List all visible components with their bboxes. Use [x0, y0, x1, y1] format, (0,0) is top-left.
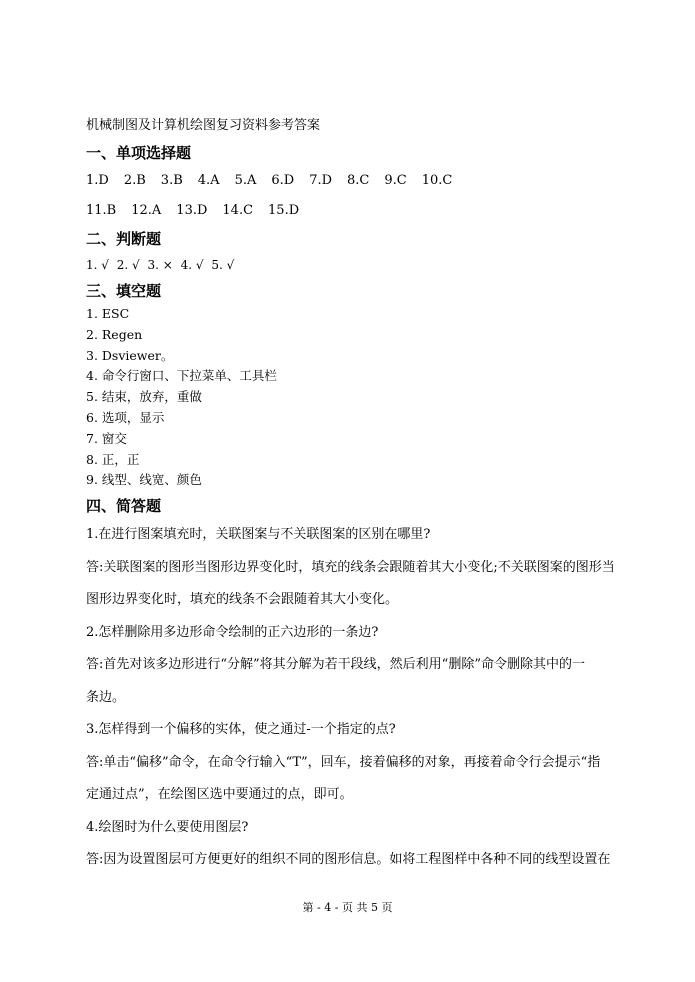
tf-item: 4. √ [180, 258, 204, 272]
answer-item: 8.C [347, 173, 370, 188]
list-item: 1. ESC [86, 306, 130, 321]
section-title-fill-blank: 三、填空题 [86, 282, 162, 300]
page-footer: 第 - 4 - 页 共 5 页 [302, 901, 393, 914]
list-item: 9. 线型、线宽、颜色 [86, 472, 202, 488]
answer-line: 答:因为设置图层可方便更好的组织不同的图形信息。如将工程图样中各种不同的线型设置在 [86, 852, 611, 868]
fill-blank-list [86, 304, 666, 491]
tf-item: 2. √ [116, 258, 140, 272]
answer-line: 答:首先对该多边形进行“分解”将其分解为若干段线，然后利用“删除”命令删除其中的一 [86, 657, 585, 673]
answer-line: 条边。 [86, 689, 126, 705]
tf-item: 5. √ [211, 258, 235, 272]
question-line: 1.在进行图案填充时，关联图案与不关联图案的区别在哪里? [86, 527, 431, 543]
answer-item: 3.B [160, 173, 183, 188]
answer-line: 答:关联图案的图形当图形边界变化时，填充的线条会跟随着其大小变化;不关联图案的图形当 [86, 559, 615, 575]
answer-item: 7.D [309, 173, 333, 188]
answer-line: 答:单击“偏移”命令，在命令行输入“T”，回车，接着偏移的对象，再接着命令行会提示“指 [86, 754, 601, 770]
answer-item: 13.D [176, 203, 208, 218]
answer-row-1 [86, 166, 666, 196]
section-title-single-choice: 一、单项选择题 [86, 144, 192, 162]
section-title-short-answer: 四、简答题 [86, 497, 162, 516]
question-line: 2.怎样删除用多边形命令绘制的正六边形的一条边? [86, 624, 379, 640]
question-line: 3.怎样得到一个偏移的实体，使之通过-一个指定的点? [86, 722, 396, 738]
tf-item: 3. × [147, 258, 173, 272]
section-title-true-false: 二、判断题 [86, 230, 162, 248]
list-item: 3. Dsviewer。 [86, 347, 174, 363]
answer-item: 6.D [271, 173, 295, 188]
answer-item: 4.A [197, 173, 220, 188]
tf-item: 1. √ [86, 258, 109, 272]
list-item: 2. Regen [86, 326, 143, 342]
list-item: 7. 窗交 [86, 430, 127, 446]
answer-item: 14.C [222, 203, 254, 218]
answer-item: 10.C [421, 173, 453, 188]
answer-item: 9.C [384, 173, 407, 188]
answer-item: 2.B [123, 173, 146, 188]
page-content [86, 112, 666, 877]
answer-item: 12.A [131, 203, 162, 218]
answer-item: 1.D [86, 173, 109, 188]
list-item: 6. 选项，显示 [86, 409, 165, 425]
answer-line: 图形边界变化时，填充的线条不会跟随着其大小变化。 [86, 592, 399, 608]
question-line: 4.绘图时为什么要使用图层? [86, 819, 249, 835]
list-item: 5. 结束，放弃，重做 [86, 389, 202, 405]
list-item: 4. 命令行窗口、下拉菜单、工具栏 [86, 368, 277, 384]
answer-row-2 [86, 196, 666, 226]
list-item: 8. 正，正 [86, 451, 140, 467]
answer-line: 定通过点”，在绘图区选中要通过的点，即可。 [86, 787, 353, 803]
answer-item: 15.D [268, 203, 300, 218]
answer-item: 5.A [234, 173, 257, 188]
document-title: 机械制图及计算机绘图复习资料参考答案 [86, 118, 321, 133]
answer-item: 11.B [86, 203, 117, 218]
true-false-answers [86, 252, 666, 278]
